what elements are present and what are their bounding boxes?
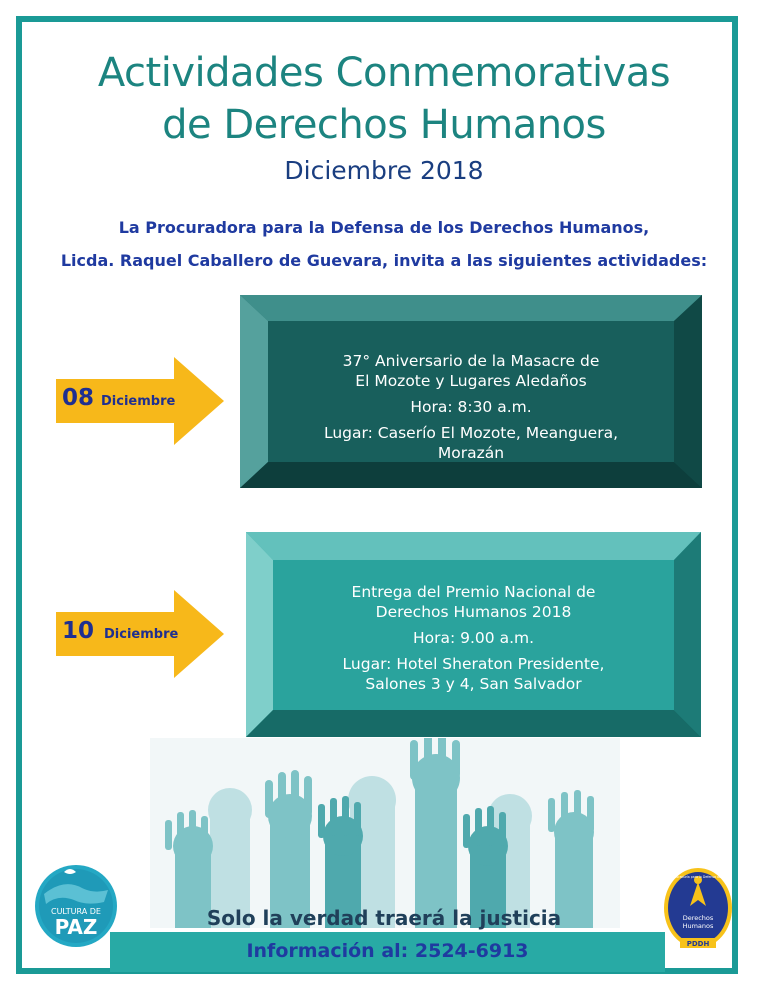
event-1-details	[268, 351, 674, 463]
logo-left-line1: CULTURA DE	[50, 907, 102, 916]
logo-right-text: Procuraduría para la Defensa de los	[669, 875, 727, 879]
event-2-day: 10	[62, 618, 95, 644]
event-1-date-arrow	[56, 357, 226, 445]
event-2-time: Hora: 9.00 a.m.	[412, 629, 535, 647]
pddh-seal-logo	[662, 866, 734, 956]
footer-slogan: Solo la verdad traerá la justicia	[206, 906, 562, 930]
footer-info: Información al: 2524-6913	[246, 940, 529, 962]
event-2-date-arrow	[56, 590, 226, 678]
logo-right-line1: Derechos	[682, 914, 714, 922]
logo-right-line2: Humanos	[682, 922, 714, 930]
event-1-place-line2: Morazán	[437, 444, 505, 462]
event-1-day: 08	[62, 385, 95, 411]
page-subtitle: Diciembre 2018	[284, 156, 484, 185]
event-2-place-line1: Lugar: Hotel Sheraton Presidente,	[342, 655, 605, 673]
event-1-title-line2: El Mozote y Lugares Aledaños	[355, 372, 587, 390]
event-2-title-line1: Entrega del Premio Nacional de	[351, 583, 596, 601]
page-title-line2: de Derechos Humanos	[162, 102, 606, 148]
event-1-month: Diciembre	[101, 394, 176, 409]
event-1-place-line1: Lugar: Caserío El Mozote, Meanguera,	[324, 424, 618, 442]
logo-right-abbr: PDDH	[686, 940, 710, 948]
event-1-time: Hora: 8:30 a.m.	[410, 398, 532, 416]
event-2-title-line2: Derechos Humanos 2018	[375, 603, 572, 621]
event-1-card	[240, 295, 702, 488]
event-2-details	[273, 582, 674, 694]
page-title-line1: Actividades Conmemorativas	[97, 50, 671, 96]
event-2-card	[246, 532, 701, 737]
logo-left-line2: PAZ	[54, 915, 98, 939]
intro-line1: La Procuradora para la Defensa de los Derechos Humanos,	[118, 218, 650, 237]
event-2-place-line2: Salones 3 y 4, San Salvador	[365, 675, 582, 693]
intro-line2: Licda. Raquel Caballero de Guevara, invita a las siguientes actividades:	[60, 251, 708, 270]
raised-hands-illustration	[150, 738, 620, 928]
event-1-title-line1: 37° Aniversario de la Masacre de	[342, 352, 600, 370]
event-2-month: Diciembre	[104, 627, 179, 642]
